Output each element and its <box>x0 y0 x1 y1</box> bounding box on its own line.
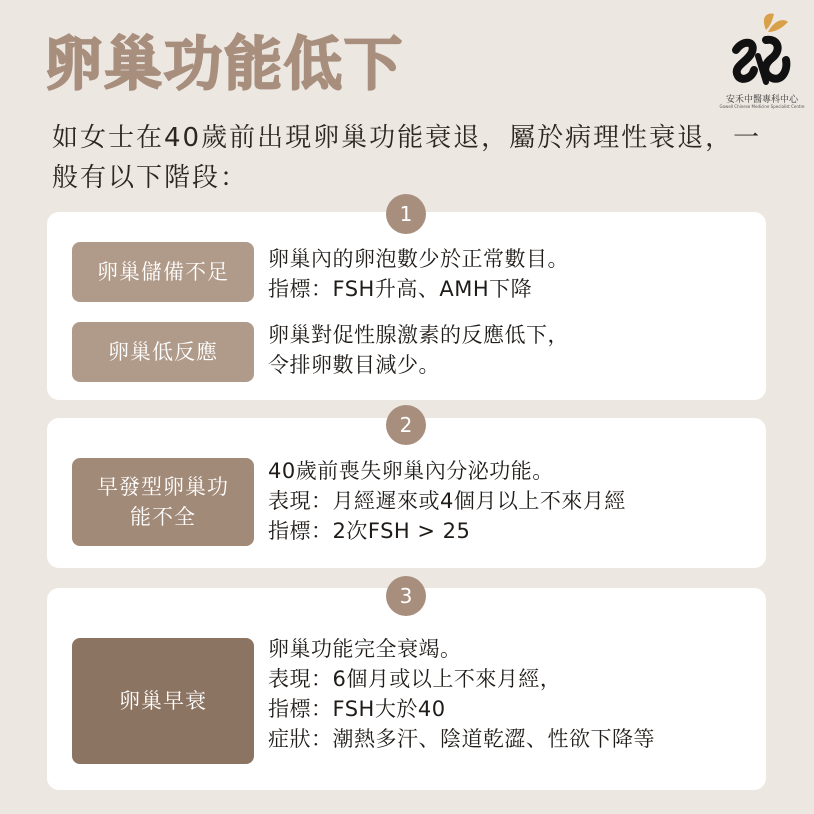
description-line: 指標：FSH升高、AMH下降 <box>268 277 533 301</box>
description-line: 卵巢功能完全衰竭。 <box>268 637 462 661</box>
description-line: 40歲前喪失卵巢內分泌功能。 <box>268 459 554 483</box>
stage-number-badge: 2 <box>386 405 426 445</box>
stage-label: 卵巢早衰 <box>72 638 254 764</box>
logo-mark-icon <box>722 10 802 92</box>
description-line: 症狀：潮熱多汗、陰道乾澀、性欲下降等 <box>268 727 655 751</box>
description-line: 令排卵數目減少。 <box>268 353 440 377</box>
stage-label: 早發型卵巢功能不全 <box>72 458 254 546</box>
description-line: 表現：6個月或以上不來月經， <box>268 667 562 691</box>
stage-number-badge: 1 <box>386 194 426 234</box>
logo-name: 安禾中醫專科中心 <box>725 95 798 105</box>
stage-description <box>268 634 748 754</box>
stage-number-badge: 3 <box>386 576 426 616</box>
stage-label: 卵巢低反應 <box>72 322 254 382</box>
logo-subname: Gowell Chinese Medicine Specialist Centre <box>719 104 805 109</box>
intro-text: 如女士在40歲前出現卵巢功能衰退，屬於病理性衰退，一般有以下階段： <box>52 123 762 193</box>
stage-description <box>268 244 748 304</box>
description-line: 表現：月經遲來或4個月以上不來月經 <box>268 489 626 513</box>
description-line: 卵巢對促性腺激素的反應低下， <box>268 323 569 347</box>
description-line: 指標：FSH大於40 <box>268 697 446 721</box>
stage-description <box>268 456 748 546</box>
description-line: 指標：2次FSH > 25 <box>268 519 471 543</box>
stage-description <box>268 320 748 380</box>
brand-logo <box>714 10 810 110</box>
stage-label: 卵巢儲備不足 <box>72 242 254 302</box>
page-title: 卵巢功能低下 <box>44 30 405 98</box>
description-line: 卵巢內的卵泡數少於正常數目。 <box>268 247 569 271</box>
